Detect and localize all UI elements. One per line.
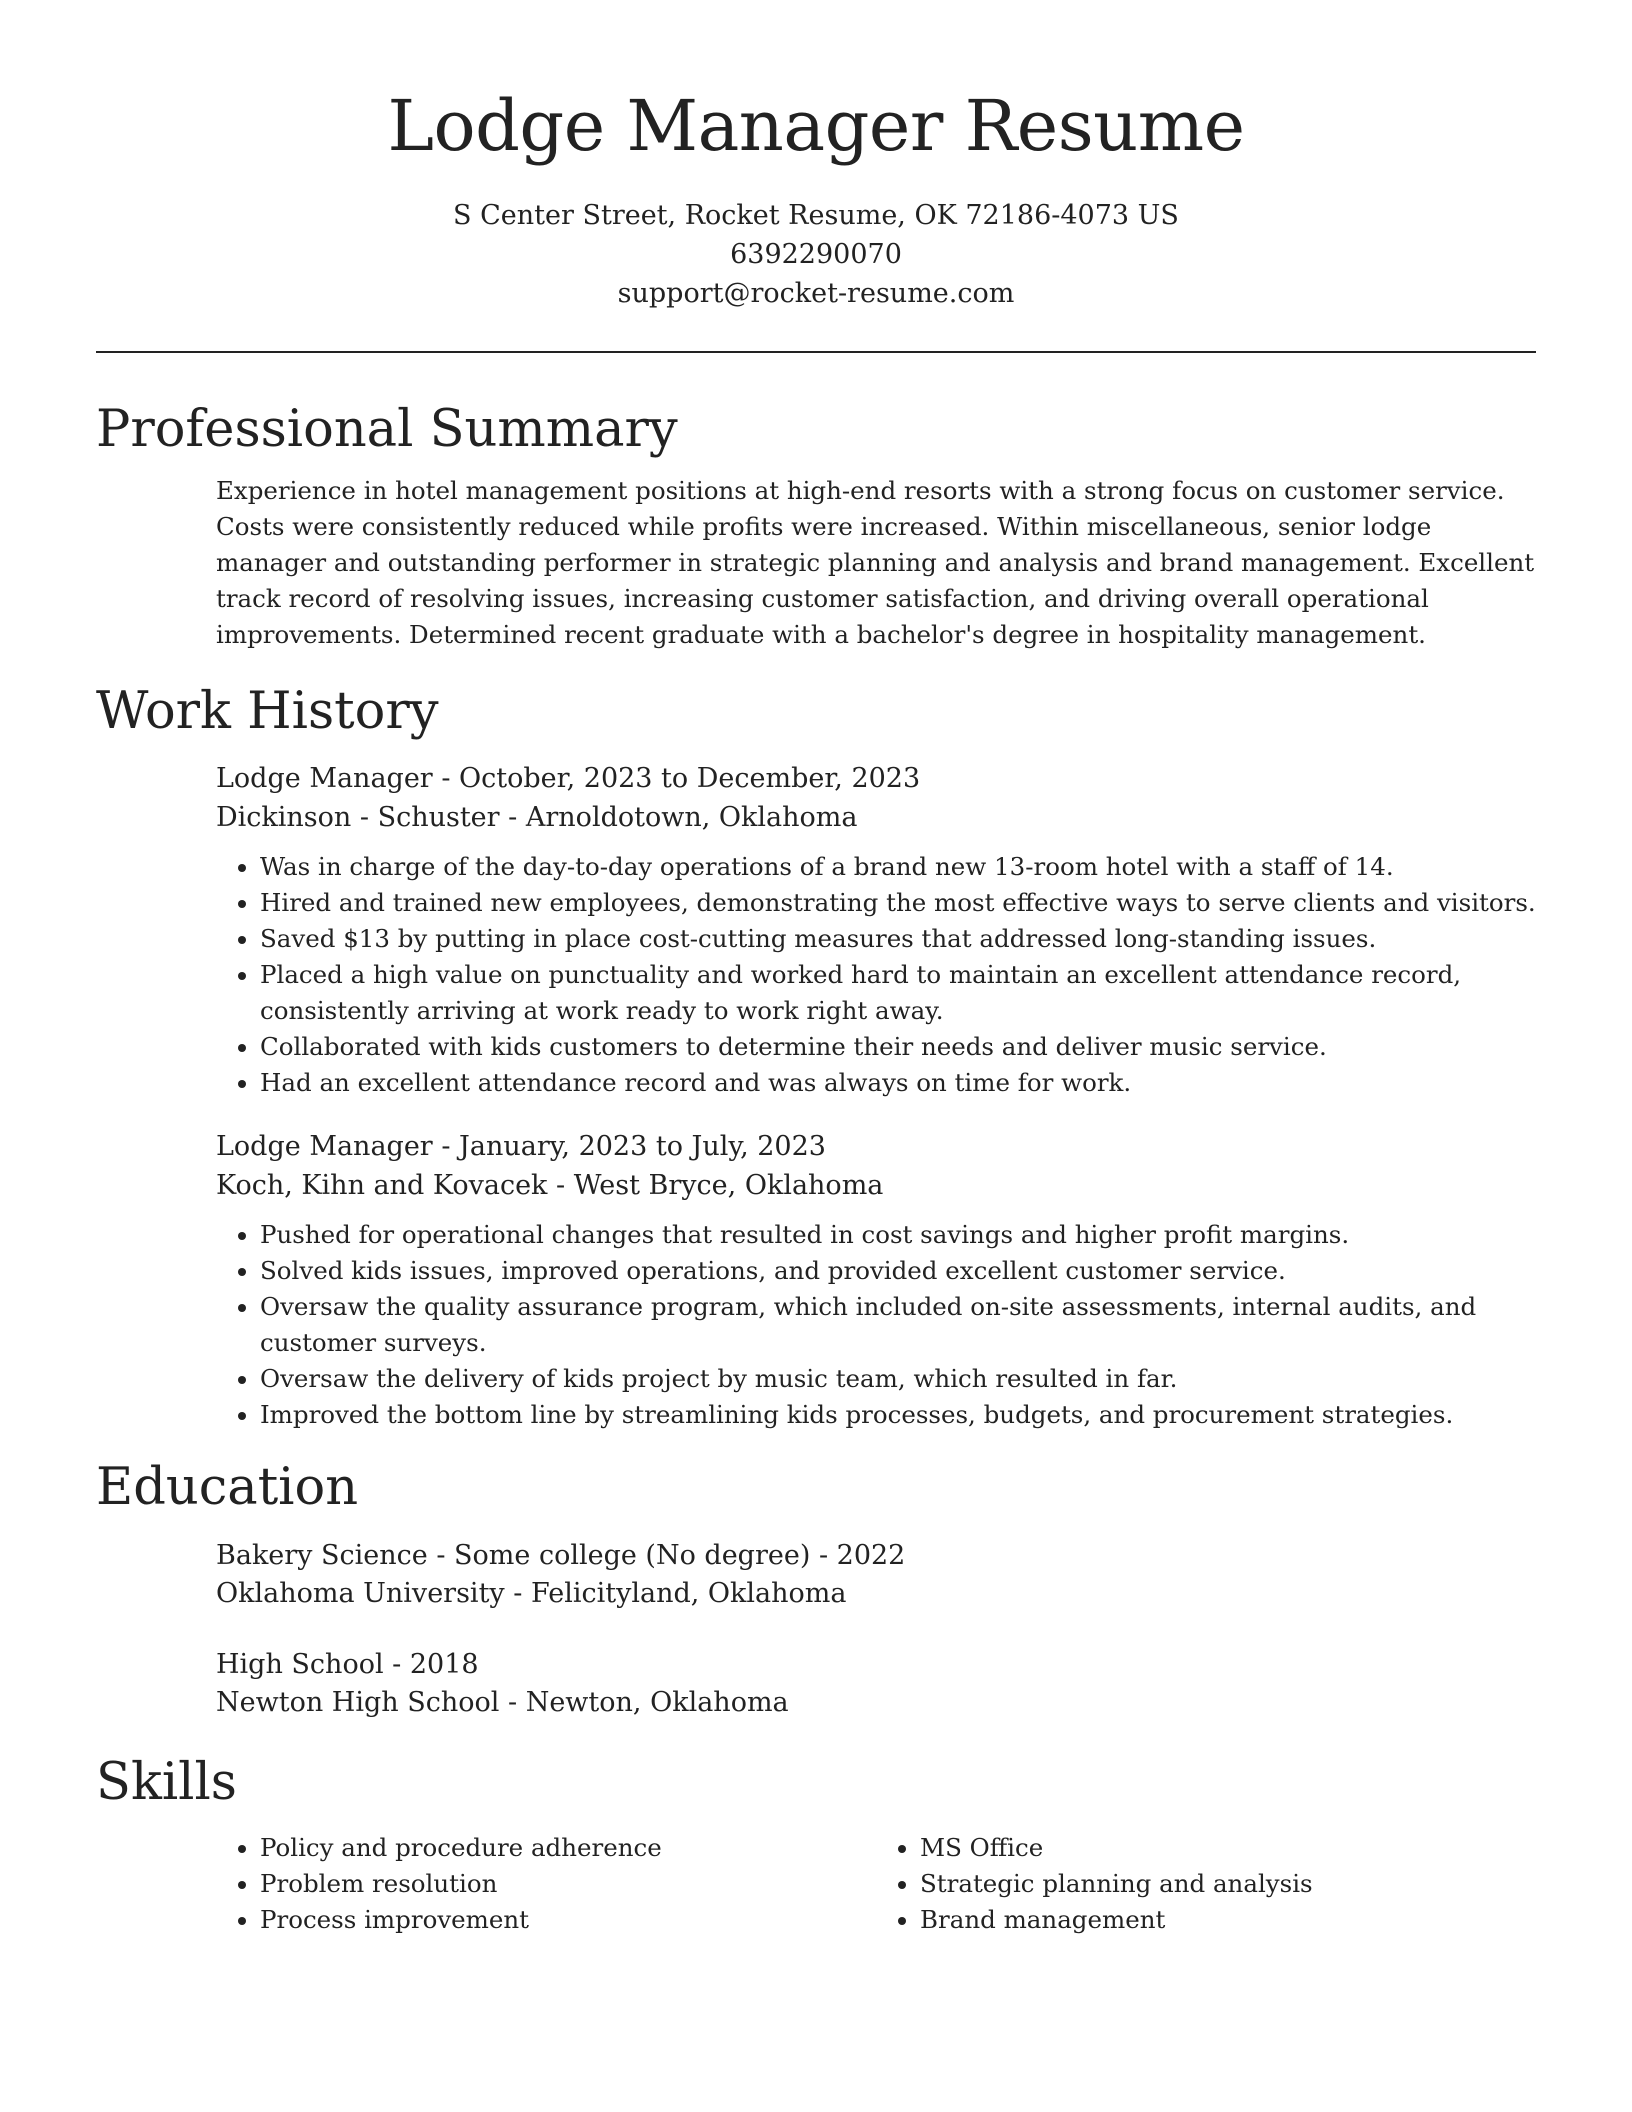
education-school-line [216, 1684, 1536, 1722]
job-bullets [216, 849, 1536, 1101]
skills-grid [216, 1830, 1536, 1938]
education-school-line [216, 1575, 1536, 1613]
job-company-line [216, 1166, 1536, 1205]
education-entry [216, 1646, 1536, 1722]
education-entry [216, 1537, 1536, 1613]
contact-block [96, 196, 1536, 313]
job-company: Dickinson - Schuster [216, 802, 500, 833]
resume-header [96, 0, 1536, 313]
job-bullet: • Improved the bottom line by streamlining kids processes, budgets, and procurement strategies. [260, 1397, 1536, 1433]
job-bullet: • Was in charge of the day-to-day operations of a brand new 13-room hotel with a staff of 14. [260, 849, 1536, 885]
education-degree-line: Bakery Science - Some college (No degree) - 2022 [216, 1540, 906, 1571]
header-divider [96, 351, 1536, 353]
job-role: Lodge Manager [216, 1131, 433, 1162]
summary-body [96, 473, 1536, 653]
job-entry [216, 759, 1536, 1101]
job-location: West Bryce, Oklahoma [573, 1170, 884, 1201]
resume-title: Lodge Manager Resume [387, 85, 1245, 167]
job-sep: - [556, 1170, 574, 1201]
job-location: Arnoldotown, Oklahoma [525, 802, 858, 833]
job-title-line [216, 1127, 1536, 1166]
education-location: Newton, Oklahoma [525, 1687, 789, 1718]
skill-item: • Brand management [920, 1902, 1536, 1938]
job-bullet: • Collaborated with kids customers to determine their needs and deliver music service. [260, 1029, 1536, 1065]
job-bullet: • Placed a high value on punctuality and worked hard to maintain an excellent attendance record, consistently arriving at work ready to work right away. [260, 957, 1536, 1029]
contact-phone: 6392290070 [730, 239, 902, 270]
work-history-body [96, 759, 1536, 1433]
job-bullet: • Hired and trained new employees, demonstrating the most effective ways to serve clients and visitors. [260, 885, 1536, 921]
skill-item: • Problem resolution [260, 1866, 876, 1902]
skill-item: • Strategic planning and analysis [920, 1866, 1536, 1902]
job-company: Koch, Kihn and Kovacek [216, 1170, 548, 1201]
job-bullet: • Pushed for operational changes that resulted in cost savings and higher profit margins. [260, 1217, 1536, 1253]
education-body [96, 1537, 1536, 1722]
job-bullets [216, 1217, 1536, 1433]
skills-body [96, 1830, 1536, 1938]
summary-text: Experience in hotel management positions at high-end resorts with a strong focus on customer service. Costs were consistently reduced while profits were increased. Within miscellaneous, senior lodge manager and outstanding performer in strategic planning and analysis and brand management. Excellent track record of resolving issues, increasing customer satisfaction, and driving overall operational improvements. Determined recent graduate with a bachelor's degree in hospitality management. [216, 476, 1535, 649]
skill-item: • MS Office [920, 1830, 1536, 1866]
job-company-line [216, 798, 1536, 837]
education-sep: - [513, 1578, 531, 1609]
section-title-work-history: Work History [96, 682, 439, 741]
job-bullet: • Oversaw the quality assurance program, which included on-site assessments, internal audits, and customer surveys. [260, 1289, 1536, 1361]
job-title-line [216, 759, 1536, 798]
job-dates: January, 2023 to July, 2023 [459, 1131, 826, 1162]
skills-column-left [216, 1830, 876, 1938]
job-sep: - [441, 1131, 460, 1162]
education-school: Oklahoma University [216, 1578, 505, 1609]
job-entry [216, 1127, 1536, 1433]
contact-address: S Center Street, Rocket Resume, OK 72186-4073 US [453, 200, 1179, 231]
skills-column-right [876, 1830, 1536, 1938]
section-title-skills: Skills [96, 1753, 237, 1812]
education-location: Felicityland, Oklahoma [530, 1578, 847, 1609]
section-title-summary: Professional Summary [96, 400, 678, 459]
education-degree-line: High School - 2018 [216, 1649, 479, 1680]
job-dates: October, 2023 to December, 2023 [459, 763, 921, 794]
job-bullet: • Solved kids issues, improved operations, and provided excellent customer service. [260, 1253, 1536, 1289]
skill-item: • Policy and procedure adherence [260, 1830, 876, 1866]
section-title-education: Education [96, 1458, 359, 1517]
job-sep: - [441, 763, 460, 794]
job-bullet: • Oversaw the delivery of kids project by music team, which resulted in far. [260, 1361, 1536, 1397]
skill-item: • Process improvement [260, 1902, 876, 1938]
job-role: Lodge Manager [216, 763, 433, 794]
contact-email: support@rocket-resume.com [617, 278, 1015, 309]
job-bullet: • Had an excellent attendance record and was always on time for work. [260, 1065, 1536, 1101]
education-school: Newton High School [216, 1687, 500, 1718]
job-bullet: • Saved $13 by putting in place cost-cutting measures that addressed long-standing issues. [260, 921, 1536, 957]
job-sep: - [508, 802, 526, 833]
education-sep: - [507, 1687, 526, 1718]
